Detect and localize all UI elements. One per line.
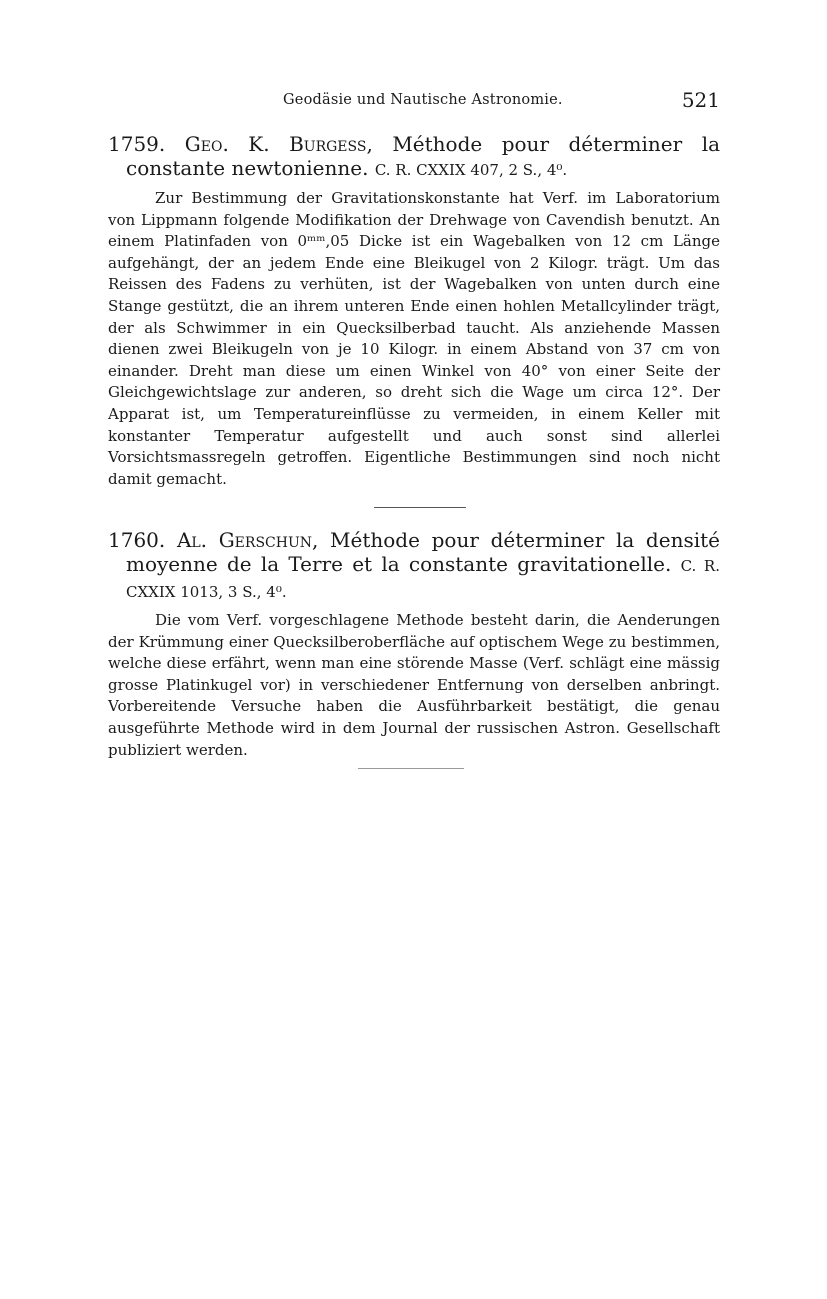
entry-heading [108,528,720,604]
bibliography-entry-1759 [108,132,720,490]
entry-title: Méthode pour déterminer la constante newtonienne. [126,132,721,180]
entry-abstract: Zur Bestimmung der Gravitationskonstante hat Verf. im Laboratorium von Lippmann folgende Modifikation der Drehwage von Cavendish benutzt. An einem Platinfaden von 0ᵐᵐ,05 Dicke ist ein Wagebalken von 12 cm Länge aufgehängt, der an jedem Ende eine Bleikugel von 2 Kilogr. trägt. Um das Reissen des Fadens zu verhüten, ist der Wagebalken von unten durch eine Stange gestützt, die an ihrem unteren Ende einen hohlen Metallcylinder trägt, der als Schwimmer in ein Quecksilberbad taucht. Als anziehende Massen dienen zwei Bleikugeln von je 10 Kilogr. in einem Abstand von 37 cm von einander. Dreht man diese um einen Winkel von 40° von einer Seite der Gleichgewichtslage zur anderen, so dreht sich die Wage um circa 12°. Der Apparat ist, um Temperatureinflüsse zu vermeiden, in einem Keller mit konstanter Temperatur aufgestellt und auch sonst sind allerlei Vorsichtsmassregeln getroffen. Eigentliche Bestimmungen sind noch nicht damit gemacht. [108,189,720,488]
entry-reference: C. R. CXXIX 407, 2 S., 4⁰. [374,161,568,179]
entry-author: Al. Gerschun, [176,528,319,552]
section-divider [358,768,464,769]
running-title: Geodäsie und Nautische Astronomie. [283,92,563,108]
page-number: 521 [681,88,720,112]
bibliography-entry-1760 [108,528,720,761]
entry-number: 1760. [108,528,166,552]
entry-author: Geo. K. Burgess, [184,132,373,156]
page-header [108,90,720,114]
entry-title: Méthode pour déterminer la densité moyenne de la Terre et la constante gravitationelle. [126,528,720,576]
entry-number: 1759. [108,132,166,156]
entry-heading [108,132,720,182]
section-divider [374,507,466,508]
entry-abstract: Die vom Verf. vorgeschlagene Methode besteht darin, die Aenderungen der Krümmung einer Quecksilberoberfläche auf optischem Wege zu bestimmen, welche diese erfährt, wenn man eine störende Masse (Verf. schlägt eine mässig grosse Platinkugel vor) in verschiedener Entfernung von derselben anbringt. Vorbereitende Versuche haben die Ausführbarkeit bestätigt, die genau ausgeführte Methode wird in dem Journal der russischen Astron. Gesellschaft publiziert werden. [108,611,720,759]
entry-reference: C. R. CXXIX 1013, 3 S., 4⁰. [126,557,720,601]
